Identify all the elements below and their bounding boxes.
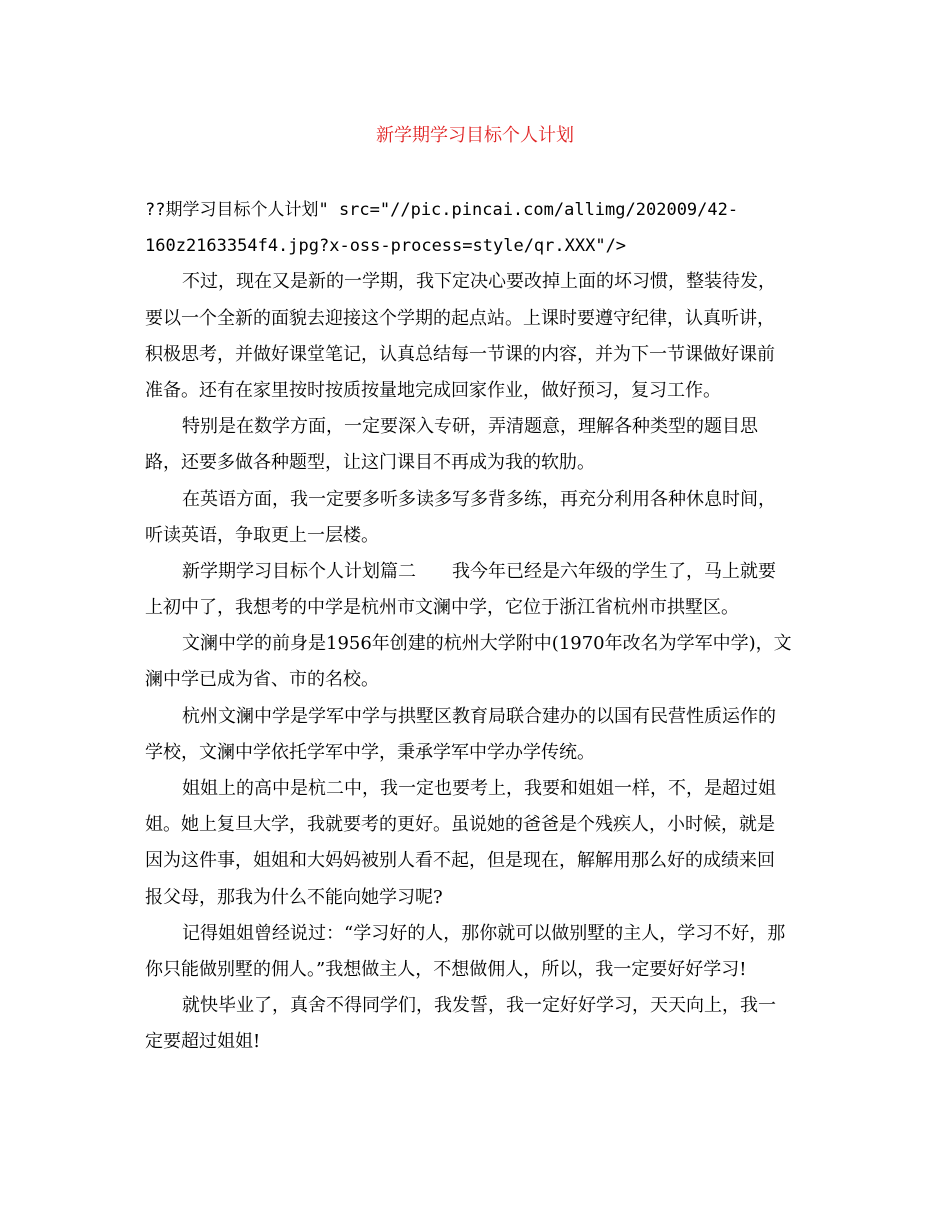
document-title: 新学期学习目标个人计划 <box>376 125 574 146</box>
text-line: 路，还要多做各种题型，让这门课目不再成为我的软肋。 <box>145 452 595 474</box>
text-line: 就快毕业了，真舍不得同学们，我发誓，我一定好好学习，天天向上，我一 <box>182 995 776 1017</box>
text-line-heading <box>145 554 810 590</box>
document-body <box>145 192 810 1061</box>
text-line: 特别是在数学方面，一定要深入专研，弄清题意，理解各种类型的题目思 <box>182 416 758 438</box>
text-line: 定要超过姐姐! <box>145 1031 261 1053</box>
text-line: 积极思考，并做好课堂笔记，认真总结每一节课的内容，并为下一节课做好课前 <box>145 343 775 365</box>
text-line: 160z2163354f4.jpg?x-oss-process=style/qr.XXX"/> <box>145 236 627 257</box>
text-line: 要以一个全新的面貌去迎接这个学期的起点站。上课时要遵守纪律，认真听讲， <box>145 307 775 329</box>
text-line: ??期学习目标个人计划" src="//pic.pincai.com/allimg/202009/42- <box>145 200 739 220</box>
text-line: 姐。她上复旦大学，我就要考的更好。虽说她的爸爸是个残疾人，小时候，就是 <box>145 814 775 836</box>
text-line: 准备。还有在家里按时按质按量地完成回家作业，做好预习，复习工作。 <box>145 379 721 401</box>
text-segment: 我今年已经是六年级的学生了，马上就要 <box>452 560 776 582</box>
text-line: 你只能做别墅的佣人。”我想做主人，不想做佣人，所以，我一定要好好学习! <box>145 958 747 980</box>
text-line: 上初中了，我想考的中学是杭州市文澜中学，它位于浙江省杭州市拱墅区。 <box>145 597 739 619</box>
text-line: 学校，文澜中学依托学军中学，秉承学军中学办学传统。 <box>145 741 595 763</box>
text-line: 不过，现在又是新的一学期，我下定决心要改掉上面的坏习惯，整装待发， <box>182 271 776 293</box>
text-line: 澜中学已成为省、市的名校。 <box>145 669 379 691</box>
text-line: 杭州文澜中学是学军中学与拱墅区教育局联合建办的以国有民营性质运作的 <box>182 705 776 727</box>
text-line: 听读英语，争取更上一层楼。 <box>145 524 379 546</box>
section-heading: 新学期学习目标个人计划篇二 <box>182 560 416 582</box>
text-line: 记得姐姐曾经说过：“学习好的人，那你就可以做别墅的主人，学习不好，那 <box>182 922 786 944</box>
text-line: 姐姐上的高中是杭二中，我一定也要考上，我要和姐姐一样，不，是超过姐 <box>182 778 776 799</box>
text-line: 因为这件事，姐姐和大妈妈被别人看不起，但是现在，解解用那么好的成绩来回 <box>145 850 775 872</box>
text-line: 文澜中学的前身是1956年创建的杭州大学附中(1970年改名为学军中学)，文 <box>182 633 792 655</box>
text-line: 报父母，那我为什么不能向她学习呢? <box>145 886 443 908</box>
text-line: 在英语方面，我一定要多听多读多写多背多练，再充分利用各种休息时间， <box>182 488 776 510</box>
